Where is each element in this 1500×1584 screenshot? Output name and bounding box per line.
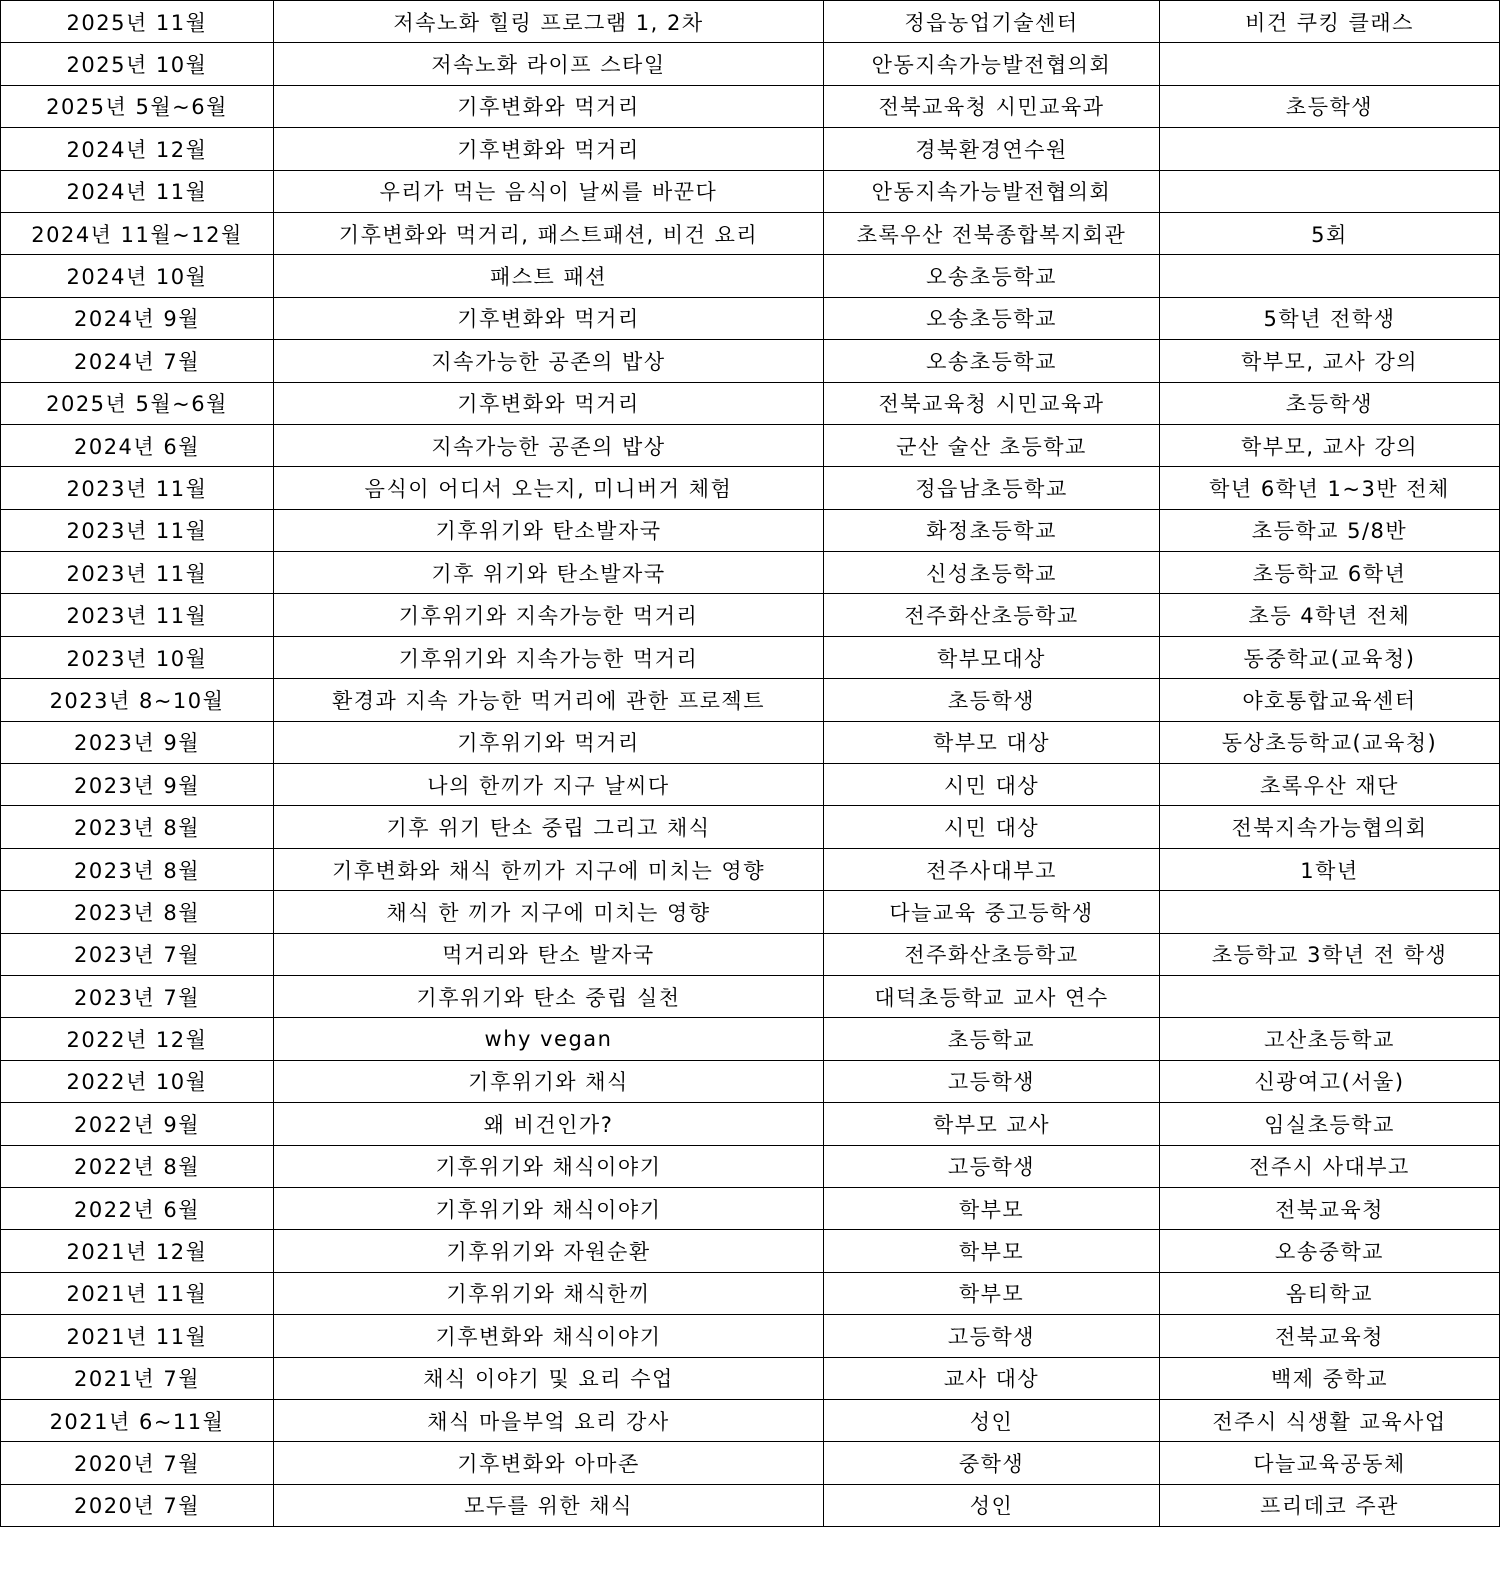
title-cell: 저속노화 힐링 프로그램 1, 2차 — [274, 1, 824, 43]
place-cell: 시민 대상 — [824, 806, 1160, 848]
table-row — [1, 255, 1500, 297]
place-cell: 시민 대상 — [824, 764, 1160, 806]
place-cell: 정읍농업기술센터 — [824, 1, 1160, 43]
note-cell: 학부모, 교사 강의 — [1160, 340, 1500, 382]
place-cell: 대덕초등학교 교사 연수 — [824, 975, 1160, 1017]
date-cell: 2020년 7월 — [1, 1442, 274, 1484]
table-row — [1, 1230, 1500, 1272]
place-cell: 다늘교육 중고등학생 — [824, 891, 1160, 933]
title-cell: 지속가능한 공존의 밥상 — [274, 424, 824, 466]
place-cell: 초록우산 전북종합복지회관 — [824, 212, 1160, 254]
title-cell: 기후변화와 채식이야기 — [274, 1315, 824, 1357]
date-cell: 2021년 6~11월 — [1, 1399, 274, 1441]
note-cell — [1160, 975, 1500, 1017]
note-cell: 5회 — [1160, 212, 1500, 254]
place-cell: 오송초등학교 — [824, 297, 1160, 339]
table-row — [1, 297, 1500, 339]
note-cell: 임실초등학교 — [1160, 1103, 1500, 1145]
title-cell: 기후위기와 지속가능한 먹거리 — [274, 594, 824, 636]
date-cell: 2023년 7월 — [1, 933, 274, 975]
note-cell: 전주시 식생활 교육사업 — [1160, 1399, 1500, 1441]
note-cell: 다늘교육공동체 — [1160, 1442, 1500, 1484]
note-cell: 초록우산 재단 — [1160, 764, 1500, 806]
table-row — [1, 764, 1500, 806]
title-cell: 환경과 지속 가능한 먹거리에 관한 프로젝트 — [274, 679, 824, 721]
place-cell: 교사 대상 — [824, 1357, 1160, 1399]
note-cell: 초등학교 3학년 전 학생 — [1160, 933, 1500, 975]
date-cell: 2021년 11월 — [1, 1315, 274, 1357]
place-cell: 고등학생 — [824, 1145, 1160, 1187]
place-cell: 성인 — [824, 1399, 1160, 1441]
place-cell: 학부모 교사 — [824, 1103, 1160, 1145]
table-row — [1, 212, 1500, 254]
title-cell: 음식이 어디서 오는지, 미니버거 체험 — [274, 467, 824, 509]
title-cell: 기후위기와 탄소 중립 실천 — [274, 975, 824, 1017]
title-cell: 기후위기와 먹거리 — [274, 721, 824, 763]
title-cell: 왜 비건인가? — [274, 1103, 824, 1145]
title-cell: 기후 위기 탄소 중립 그리고 채식 — [274, 806, 824, 848]
date-cell: 2022년 10월 — [1, 1060, 274, 1102]
note-cell: 전주시 사대부고 — [1160, 1145, 1500, 1187]
note-cell: 초등학교 6학년 — [1160, 552, 1500, 594]
table-row — [1, 1018, 1500, 1060]
place-cell: 화정초등학교 — [824, 509, 1160, 551]
date-cell: 2020년 7월 — [1, 1484, 274, 1526]
title-cell: 패스트 패션 — [274, 255, 824, 297]
table-row — [1, 1399, 1500, 1441]
table-row — [1, 467, 1500, 509]
table-row — [1, 679, 1500, 721]
table-row — [1, 848, 1500, 890]
title-cell: 기후변화와 먹거리, 패스트패션, 비건 요리 — [274, 212, 824, 254]
note-cell: 전북교육청 — [1160, 1187, 1500, 1229]
title-cell: 채식 마을부엌 요리 강사 — [274, 1399, 824, 1441]
table-row — [1, 1103, 1500, 1145]
table-row — [1, 128, 1500, 170]
place-cell: 전북교육청 시민교육과 — [824, 85, 1160, 127]
date-cell: 2023년 11월 — [1, 552, 274, 594]
place-cell: 정읍남초등학교 — [824, 467, 1160, 509]
place-cell: 전북교육청 시민교육과 — [824, 382, 1160, 424]
place-cell: 고등학생 — [824, 1315, 1160, 1357]
place-cell: 오송초등학교 — [824, 340, 1160, 382]
place-cell: 전주화산초등학교 — [824, 933, 1160, 975]
place-cell: 학부모 대상 — [824, 721, 1160, 763]
table-row — [1, 975, 1500, 1017]
title-cell: 기후위기와 채식이야기 — [274, 1145, 824, 1187]
table-body — [1, 1, 1500, 1527]
title-cell: 지속가능한 공존의 밥상 — [274, 340, 824, 382]
date-cell: 2023년 7월 — [1, 975, 274, 1017]
note-cell — [1160, 170, 1500, 212]
table-row — [1, 424, 1500, 466]
note-cell — [1160, 255, 1500, 297]
title-cell: 기후 위기와 탄소발자국 — [274, 552, 824, 594]
table-row — [1, 1187, 1500, 1229]
date-cell: 2025년 10월 — [1, 43, 274, 85]
date-cell: 2023년 8월 — [1, 891, 274, 933]
title-cell: 기후위기와 채식이야기 — [274, 1187, 824, 1229]
place-cell: 오송초등학교 — [824, 255, 1160, 297]
place-cell: 신성초등학교 — [824, 552, 1160, 594]
place-cell: 전주화산초등학교 — [824, 594, 1160, 636]
date-cell: 2023년 11월 — [1, 594, 274, 636]
table-row — [1, 933, 1500, 975]
note-cell: 초등학생 — [1160, 382, 1500, 424]
title-cell: 기후변화와 먹거리 — [274, 85, 824, 127]
date-cell: 2023년 11월 — [1, 467, 274, 509]
place-cell: 안동지속가능발전협의회 — [824, 43, 1160, 85]
title-cell: 기후위기와 채식한끼 — [274, 1272, 824, 1314]
title-cell: 기후변화와 아마존 — [274, 1442, 824, 1484]
note-cell: 고산초등학교 — [1160, 1018, 1500, 1060]
note-cell: 신광여고(서울) — [1160, 1060, 1500, 1102]
date-cell: 2022년 9월 — [1, 1103, 274, 1145]
date-cell: 2023년 8~10월 — [1, 679, 274, 721]
note-cell: 야호통합교육센터 — [1160, 679, 1500, 721]
place-cell: 초등학교 — [824, 1018, 1160, 1060]
date-cell: 2021년 7월 — [1, 1357, 274, 1399]
note-cell: 비건 쿠킹 클래스 — [1160, 1, 1500, 43]
table-row — [1, 509, 1500, 551]
place-cell: 성인 — [824, 1484, 1160, 1526]
note-cell: 초등학교 5/8반 — [1160, 509, 1500, 551]
title-cell: 기후변화와 먹거리 — [274, 382, 824, 424]
note-cell: 학년 6학년 1~3반 전체 — [1160, 467, 1500, 509]
table-row — [1, 594, 1500, 636]
date-cell: 2023년 9월 — [1, 764, 274, 806]
place-cell: 군산 술산 초등학교 — [824, 424, 1160, 466]
date-cell: 2024년 11월~12월 — [1, 212, 274, 254]
place-cell: 초등학생 — [824, 679, 1160, 721]
note-cell — [1160, 128, 1500, 170]
title-cell: why vegan — [274, 1018, 824, 1060]
title-cell: 나의 한끼가 지구 날씨다 — [274, 764, 824, 806]
date-cell: 2023년 11월 — [1, 509, 274, 551]
title-cell: 모두를 위한 채식 — [274, 1484, 824, 1526]
note-cell: 백제 중학교 — [1160, 1357, 1500, 1399]
note-cell — [1160, 891, 1500, 933]
note-cell: 학부모, 교사 강의 — [1160, 424, 1500, 466]
date-cell: 2024년 10월 — [1, 255, 274, 297]
place-cell: 안동지속가능발전협의회 — [824, 170, 1160, 212]
date-cell: 2024년 6월 — [1, 424, 274, 466]
title-cell: 기후변화와 먹거리 — [274, 297, 824, 339]
date-cell: 2021년 12월 — [1, 1230, 274, 1272]
title-cell: 채식 한 끼가 지구에 미치는 영향 — [274, 891, 824, 933]
table-row — [1, 1145, 1500, 1187]
table-row — [1, 1272, 1500, 1314]
table-row — [1, 1442, 1500, 1484]
title-cell: 기후변화와 채식 한끼가 지구에 미치는 영향 — [274, 848, 824, 890]
table-row — [1, 552, 1500, 594]
table-row — [1, 43, 1500, 85]
table-row — [1, 1, 1500, 43]
table-row — [1, 636, 1500, 678]
note-cell: 오송중학교 — [1160, 1230, 1500, 1272]
date-cell: 2025년 5월~6월 — [1, 85, 274, 127]
place-cell: 경북환경연수원 — [824, 128, 1160, 170]
date-cell: 2024년 11월 — [1, 170, 274, 212]
date-cell: 2023년 8월 — [1, 806, 274, 848]
note-cell: 프리데코 주관 — [1160, 1484, 1500, 1526]
table-row — [1, 340, 1500, 382]
table-row — [1, 1060, 1500, 1102]
note-cell — [1160, 43, 1500, 85]
note-cell: 초등학생 — [1160, 85, 1500, 127]
table-row — [1, 891, 1500, 933]
table-row — [1, 806, 1500, 848]
date-cell: 2025년 5월~6월 — [1, 382, 274, 424]
title-cell: 기후위기와 자원순환 — [274, 1230, 824, 1272]
table-row — [1, 1315, 1500, 1357]
title-cell: 기후위기와 채식 — [274, 1060, 824, 1102]
note-cell: 동상초등학교(교육청) — [1160, 721, 1500, 763]
date-cell: 2024년 9월 — [1, 297, 274, 339]
date-cell: 2025년 11월 — [1, 1, 274, 43]
note-cell: 5학년 전학생 — [1160, 297, 1500, 339]
date-cell: 2024년 12월 — [1, 128, 274, 170]
note-cell: 1학년 — [1160, 848, 1500, 890]
table-row — [1, 382, 1500, 424]
date-cell: 2022년 6월 — [1, 1187, 274, 1229]
table-row — [1, 721, 1500, 763]
date-cell: 2021년 11월 — [1, 1272, 274, 1314]
title-cell: 우리가 먹는 음식이 날씨를 바꾼다 — [274, 170, 824, 212]
title-cell: 저속노화 라이프 스타일 — [274, 43, 824, 85]
place-cell: 고등학생 — [824, 1060, 1160, 1102]
note-cell: 전북교육청 — [1160, 1315, 1500, 1357]
date-cell: 2023년 9월 — [1, 721, 274, 763]
place-cell: 학부모 — [824, 1230, 1160, 1272]
table-row — [1, 170, 1500, 212]
table-row — [1, 85, 1500, 127]
note-cell: 옴티학교 — [1160, 1272, 1500, 1314]
title-cell: 기후변화와 먹거리 — [274, 128, 824, 170]
title-cell: 채식 이야기 및 요리 수업 — [274, 1357, 824, 1399]
place-cell: 학부모 — [824, 1187, 1160, 1229]
place-cell: 학부모 — [824, 1272, 1160, 1314]
table-row — [1, 1357, 1500, 1399]
place-cell: 중학생 — [824, 1442, 1160, 1484]
note-cell: 초등 4학년 전체 — [1160, 594, 1500, 636]
date-cell: 2023년 8월 — [1, 848, 274, 890]
place-cell: 전주사대부고 — [824, 848, 1160, 890]
title-cell: 기후위기와 탄소발자국 — [274, 509, 824, 551]
table-row — [1, 1484, 1500, 1526]
place-cell: 학부모대상 — [824, 636, 1160, 678]
date-cell: 2023년 10월 — [1, 636, 274, 678]
title-cell: 기후위기와 지속가능한 먹거리 — [274, 636, 824, 678]
date-cell: 2024년 7월 — [1, 340, 274, 382]
date-cell: 2022년 12월 — [1, 1018, 274, 1060]
note-cell: 전북지속가능협의회 — [1160, 806, 1500, 848]
note-cell: 동중학교(교육청) — [1160, 636, 1500, 678]
date-cell: 2022년 8월 — [1, 1145, 274, 1187]
title-cell: 먹거리와 탄소 발자국 — [274, 933, 824, 975]
